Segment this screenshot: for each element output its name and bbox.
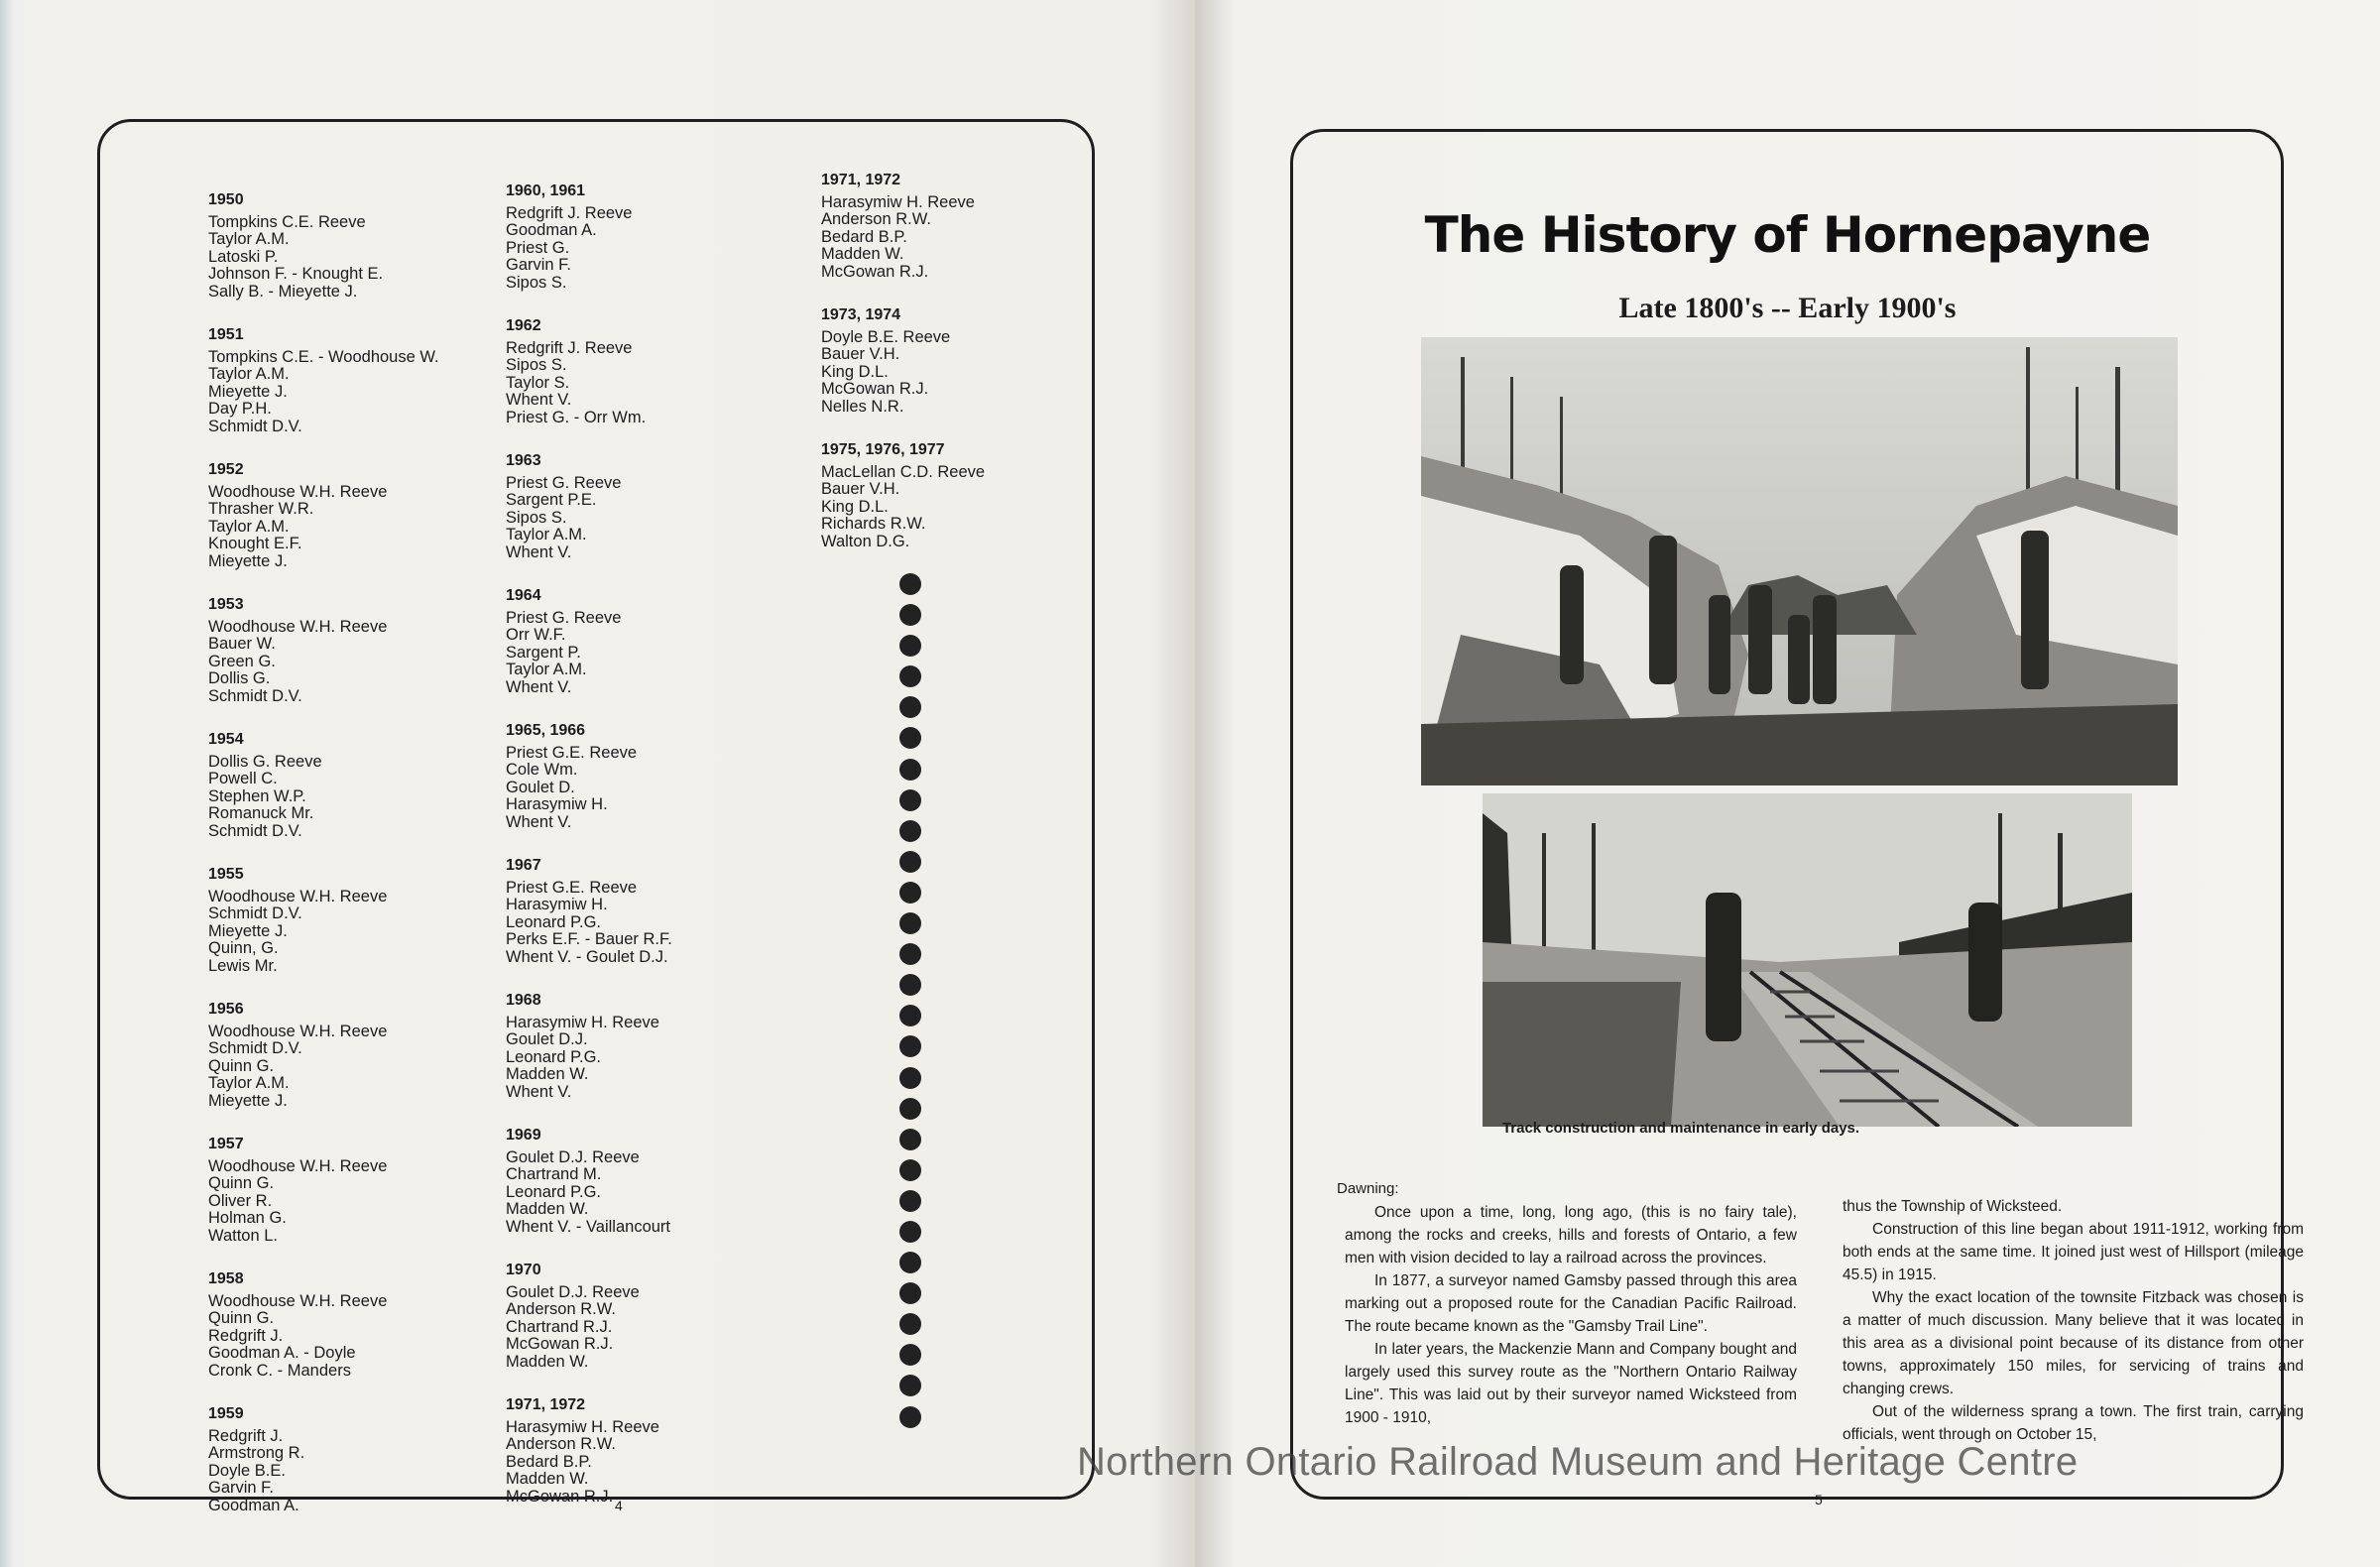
council-member: Woodhouse W.H. Reeve — [208, 887, 388, 905]
council-member: Harasymiw H. Reeve — [506, 1417, 659, 1436]
bullet-dot — [899, 1067, 921, 1089]
council-member: Priest G. Reeve — [506, 608, 622, 627]
council-year-block — [506, 587, 803, 696]
bullet-dot — [899, 1159, 921, 1181]
council-year: 1973, 1974 — [821, 306, 901, 323]
council-member: Madden W. — [506, 1200, 589, 1218]
council-member: Quinn G. — [208, 1056, 275, 1075]
bullet-dot — [899, 1313, 921, 1335]
council-member: Priest G.E. Reeve — [506, 743, 638, 762]
council-year-block — [208, 461, 506, 570]
council-member: Madden W. — [506, 1065, 589, 1083]
council-member: Watton L. — [208, 1226, 279, 1245]
council-member: Romanuck Mr. — [208, 804, 314, 822]
council-member: Leonard P.G. — [506, 912, 602, 931]
council-member: Mieyette J. — [208, 551, 288, 570]
bullet-dot — [899, 1344, 921, 1366]
council-member: Garvin F. — [506, 256, 572, 274]
council-member: Lewis Mr. — [208, 956, 278, 975]
bullet-dot — [899, 912, 921, 934]
council-column-2 — [506, 182, 803, 1531]
council-member: Whent V. — [506, 1082, 572, 1101]
section-label: Dawning: — [1337, 1180, 1399, 1197]
council-member: Mieyette J. — [208, 382, 288, 401]
council-member: Walton D.G. — [821, 532, 910, 550]
bullet-dot — [899, 1035, 921, 1057]
paragraph: Why the exact location of the townsite Fitzback was chosen is a matter of much discussion. Many believe that it was located in this area as a divisional point because of its distance from other towns, approximately 150 miles, for servicing of trains and changing crews. — [1843, 1289, 2304, 1397]
bullet-dot — [899, 1098, 921, 1120]
bullet-dot — [899, 1221, 921, 1243]
page-title: The History of Hornepayne — [1424, 206, 2151, 264]
council-member: Woodhouse W.H. Reeve — [208, 1291, 388, 1310]
council-member: Whent V. — [506, 812, 572, 831]
paragraph: In later years, the Mackenzie Mann and Company bought and largely used this survey route as the "Northern Ontario Railway Line". This was laid out by their surveyor named Wicksteed from 1900 - 1910, — [1345, 1341, 1797, 1426]
bullet-dot — [899, 974, 921, 996]
council-member: Tompkins C.E. Reeve — [208, 212, 366, 231]
council-year-block — [821, 441, 1119, 550]
council-member: Holman G. — [208, 1209, 287, 1227]
council-member: Madden W. — [506, 1470, 589, 1488]
bullet-dot — [899, 696, 921, 718]
bullet-dot — [899, 789, 921, 811]
council-year-block — [208, 191, 506, 301]
bullet-dot — [899, 635, 921, 657]
council-member: Day P.H. — [208, 400, 272, 418]
council-year: 1955 — [208, 866, 244, 883]
council-year: 1964 — [506, 587, 541, 604]
council-member: Priest G.E. Reeve — [506, 878, 638, 897]
council-member: Stephen W.P. — [208, 786, 306, 805]
paragraph: Out of the wilderness sprang a town. The first train, carrying officials, went through on October 15, — [1843, 1403, 2304, 1443]
council-member: Bauer W. — [208, 635, 276, 653]
council-member: Bedard B.P. — [821, 227, 907, 246]
council-year-block — [208, 1136, 506, 1245]
bullet-dot — [899, 727, 921, 749]
council-member: McGowan R.J. — [506, 1487, 614, 1506]
council-year: 1950 — [208, 191, 244, 208]
council-member: Madden W. — [506, 1352, 589, 1371]
council-year: 1952 — [208, 461, 244, 478]
council-member: Schmidt D.V. — [208, 821, 302, 840]
council-member: Leonard P.G. — [506, 1047, 602, 1066]
council-member: Woodhouse W.H. Reeve — [208, 482, 388, 501]
council-member: Taylor A.M. — [506, 661, 587, 678]
council-member: Goulet D.J. Reeve — [506, 1147, 640, 1166]
photo-caption: Track construction and maintenance in early days. — [1501, 1120, 1860, 1137]
council-year: 1957 — [208, 1136, 244, 1152]
paragraph: Once upon a time, long, long ago, (this is no fairy tale), among the rocks and creeks, hills and forests of Ontario, a few men with vision decided to lay a railroad across the provinces. — [1345, 1204, 1797, 1266]
council-member: Woodhouse W.H. Reeve — [208, 1022, 388, 1040]
council-member: Goodman A. — [208, 1496, 299, 1514]
council-member: Bauer V.H. — [821, 345, 900, 363]
council-year-block — [208, 1001, 506, 1110]
council-member: Dollis G. — [208, 669, 271, 687]
council-member: Quinn, G. — [208, 939, 279, 957]
council-year: 1951 — [208, 326, 244, 343]
bullet-dot — [899, 573, 921, 595]
council-year: 1970 — [506, 1262, 541, 1278]
council-member: Cronk C. - Manders — [208, 1361, 351, 1380]
council-member: Garvin F. — [208, 1479, 275, 1497]
council-member: Cole Wm. — [506, 761, 578, 779]
track-construction-photo — [1483, 793, 2132, 1127]
council-year-block — [208, 1270, 506, 1380]
council-member: Goulet D. — [506, 778, 575, 796]
council-year-block — [821, 172, 1119, 281]
paragraph: In 1877, a surveyor named Gamsby passed through this area marking out a proposed route for the Canadian Pacific Railroad. The route became known as the "Gamsby Trail Line". — [1345, 1272, 1797, 1335]
council-member: Goulet D.J. — [506, 1030, 588, 1048]
council-year-block — [506, 992, 803, 1101]
council-member: Tompkins C.E. - Woodhouse W. — [208, 347, 439, 366]
council-member: Redgrift J. — [208, 1426, 284, 1445]
bullet-dot — [899, 820, 921, 842]
bullet-dot — [899, 665, 921, 687]
rock-cut-workers-photo — [1421, 337, 2178, 785]
council-member: Goodman A. — [506, 221, 597, 239]
bullet-dot — [899, 1406, 921, 1428]
council-member: Latoski P. — [208, 247, 279, 266]
bullet-dot — [899, 1282, 921, 1304]
history-text-left-column — [1345, 1201, 1797, 1429]
bullet-dot — [899, 1375, 921, 1396]
council-column-3 — [821, 172, 1119, 576]
council-member: Taylor S. — [506, 373, 570, 392]
council-member: Priest G. - Orr Wm. — [506, 408, 647, 426]
bullet-dot — [899, 851, 921, 873]
council-member: Redgrift J. — [208, 1326, 284, 1345]
bullet-dot — [899, 1252, 921, 1273]
council-member: Redgrift J. Reeve — [506, 338, 633, 357]
museum-watermark: Northern Ontario Railroad Museum and Heritage Centre — [1077, 1440, 2079, 1484]
council-member: Green G. — [208, 652, 276, 670]
council-year: 1968 — [506, 992, 541, 1009]
council-member: Thrasher W.R. — [208, 500, 314, 518]
council-member: Mieyette J. — [208, 1091, 288, 1110]
council-year-block — [208, 1405, 506, 1514]
council-year: 1958 — [208, 1270, 244, 1287]
council-member: Taylor A.M. — [208, 1074, 290, 1092]
council-year: 1971, 1972 — [506, 1396, 586, 1413]
council-member: Whent V. — [506, 542, 572, 561]
bullet-dot — [899, 943, 921, 965]
council-member: Armstrong R. — [208, 1444, 305, 1462]
council-member: Madden W. — [821, 245, 904, 263]
history-text-right-column — [1843, 1195, 2304, 1446]
council-member: Taylor A.M. — [208, 365, 290, 383]
council-member: Anderson R.W. — [506, 1300, 616, 1318]
council-year-block — [506, 452, 803, 561]
bullet-dot — [899, 604, 921, 626]
council-year: 1953 — [208, 596, 244, 613]
council-member: Taylor A.M. — [506, 526, 587, 543]
paragraph: thus the Township of Wicksteed. — [1843, 1198, 2063, 1215]
council-member: Anderson R.W. — [821, 210, 931, 228]
council-year-block — [208, 731, 506, 840]
council-member: Chartrand M. — [506, 1165, 602, 1183]
council-member: Quinn G. — [208, 1309, 275, 1327]
bullet-dot-column — [899, 573, 925, 1437]
council-member: Schmidt D.V. — [208, 904, 302, 922]
council-year-block — [506, 182, 803, 292]
council-year-block — [208, 326, 506, 435]
council-year: 1965, 1966 — [506, 722, 586, 739]
council-year-block — [506, 1127, 803, 1236]
council-member: Woodhouse W.H. Reeve — [208, 617, 388, 636]
council-member: Taylor A.M. — [208, 517, 290, 536]
page-number-right: 5 — [1815, 1492, 1823, 1507]
page-subtitle: Late 1800's -- Early 1900's — [1618, 292, 1957, 324]
council-year: 1967 — [506, 857, 541, 874]
bullet-dot — [899, 759, 921, 781]
council-member: Schmidt D.V. — [208, 686, 302, 705]
council-member: Knought E.F. — [208, 535, 302, 552]
bullet-dot — [899, 1005, 921, 1026]
council-year: 1971, 1972 — [821, 172, 901, 188]
council-member: Chartrand R.J. — [506, 1317, 613, 1336]
council-member: Whent V. — [506, 391, 572, 409]
council-member: Bedard B.P. — [506, 1452, 592, 1471]
council-member: Harasymiw H. Reeve — [506, 1013, 659, 1031]
council-member: Redgrift J. Reeve — [506, 203, 633, 222]
council-member: Woodhouse W.H. Reeve — [208, 1156, 388, 1175]
council-year: 1954 — [208, 731, 244, 748]
bullet-dot — [899, 1190, 921, 1212]
bullet-dot — [899, 1129, 921, 1150]
council-year: 1962 — [506, 317, 541, 334]
council-year: 1975, 1976, 1977 — [821, 441, 945, 458]
council-year: 1969 — [506, 1127, 541, 1144]
council-member: Goodman A. - Doyle — [208, 1344, 356, 1362]
council-member: Doyle B.E. — [208, 1461, 286, 1480]
council-member: Priest G. Reeve — [506, 473, 622, 492]
council-year-block — [208, 596, 506, 705]
council-year-block — [208, 866, 506, 975]
council-member: MacLellan C.D. Reeve — [821, 462, 986, 481]
paragraph: Construction of this line began about 1911-1912, working from both ends at the same time. It joined just west of Hillsport (mileage 45.5) in 1915. — [1843, 1221, 2304, 1283]
council-member: Nelles N.R. — [821, 397, 904, 416]
council-year-block — [506, 722, 803, 831]
council-column-1 — [208, 191, 506, 1540]
council-member: Anderson R.W. — [506, 1435, 616, 1453]
council-year: 1963 — [506, 452, 541, 469]
council-member: Priest G. — [506, 238, 570, 257]
council-member: Harasymiw H. Reeve — [821, 192, 975, 211]
council-year: 1956 — [208, 1001, 244, 1018]
council-member: Whent V. - Goulet D.J. — [506, 947, 668, 966]
council-member: Harasymiw H. — [506, 896, 608, 913]
council-member: Whent V. - Vaillancourt — [506, 1217, 670, 1236]
council-year-block — [506, 857, 803, 966]
council-member: Sipos S. — [506, 508, 567, 527]
council-member: Sargent P.E. — [506, 491, 597, 509]
bullet-dot — [899, 882, 921, 904]
council-member: Johnson F. - Knought E. — [208, 265, 384, 283]
council-year-block — [821, 306, 1119, 416]
council-member: McGowan R.J. — [821, 380, 929, 398]
council-member: Schmidt D.V. — [208, 1039, 302, 1057]
council-member: Richards R.W. — [821, 515, 926, 533]
council-member: Whent V. — [506, 677, 572, 696]
council-year-block — [506, 317, 803, 426]
council-member: Sipos S. — [506, 273, 567, 292]
council-member: Taylor A.M. — [208, 230, 290, 248]
council-member: Harasymiw H. — [506, 795, 608, 813]
council-member: Schmidt D.V. — [208, 417, 302, 435]
council-member: Doyle B.E. Reeve — [821, 327, 951, 346]
council-member: Sargent P. — [506, 643, 581, 662]
council-year-block — [506, 1262, 803, 1371]
council-member: King D.L. — [821, 497, 889, 516]
council-member: Leonard P.G. — [506, 1182, 602, 1201]
council-member: King D.L. — [821, 362, 889, 381]
council-member: Goulet D.J. Reeve — [506, 1282, 640, 1301]
council-member: McGowan R.J. — [821, 262, 929, 281]
council-year: 1960, 1961 — [506, 182, 586, 199]
council-member: Powell C. — [208, 770, 278, 787]
council-member: Mieyette J. — [208, 921, 288, 940]
council-year: 1959 — [208, 1405, 244, 1422]
council-year-block — [506, 1396, 803, 1506]
council-member: McGowan R.J. — [506, 1335, 614, 1353]
council-member: Perks E.F. - Bauer R.F. — [506, 930, 672, 948]
council-member: Sally B. - Mieyette J. — [208, 282, 358, 301]
council-member: Quinn G. — [208, 1174, 275, 1192]
council-member: Orr W.F. — [506, 626, 566, 644]
council-member: Sipos S. — [506, 356, 567, 374]
council-member: Oliver R. — [208, 1191, 273, 1210]
council-member: Dollis G. Reeve — [208, 752, 322, 771]
council-member: Bauer V.H. — [821, 480, 900, 498]
page-number-left: 4 — [615, 1498, 623, 1513]
